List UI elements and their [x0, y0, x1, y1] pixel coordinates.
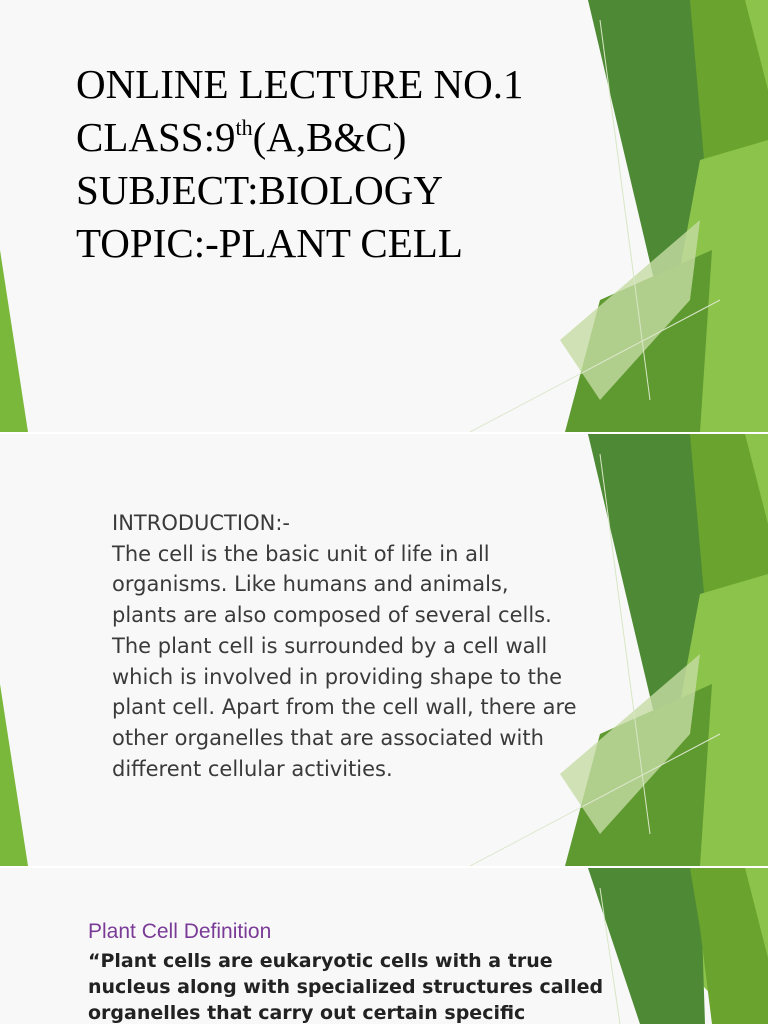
intro-line: plants are also composed of several cells.	[112, 603, 552, 628]
intro-line: plant cell. Apart from the cell wall, there are	[112, 695, 577, 720]
intro-line: The cell is the basic unit of life in all	[112, 541, 490, 566]
slide-1	[0, 0, 768, 432]
title-line-lecture: ONLINE LECTURE NO.1	[76, 61, 524, 107]
definition-line: organelles that carry out certain specific	[88, 1002, 526, 1024]
intro-line: different cellular activities.	[112, 756, 393, 781]
intro-line: other organelles that are associated with	[112, 725, 544, 750]
title-line-topic: TOPIC:-PLANT CELL	[76, 220, 463, 266]
lecture-title-block	[76, 58, 524, 270]
title-line-subject: SUBJECT:BIOLOGY	[76, 167, 443, 213]
intro-heading: INTRODUCTION:-	[112, 511, 290, 535]
title-line-class: CLASS:9th(A,B&C)	[76, 114, 407, 160]
intro-line: organisms. Like humans and animals,	[112, 572, 509, 597]
intro-line: The plant cell is surrounded by a cell wall	[112, 633, 548, 658]
intro-line: which is involved in providing shape to the	[112, 664, 563, 689]
introduction-text	[112, 508, 632, 784]
definition-line: nucleus along with specialized structures called	[88, 976, 604, 998]
definition-line: “Plant cells are eukaryotic cells with a true	[88, 950, 553, 972]
definition-heading: Plant Cell Definition	[88, 920, 272, 943]
definition-text	[88, 948, 603, 1026]
